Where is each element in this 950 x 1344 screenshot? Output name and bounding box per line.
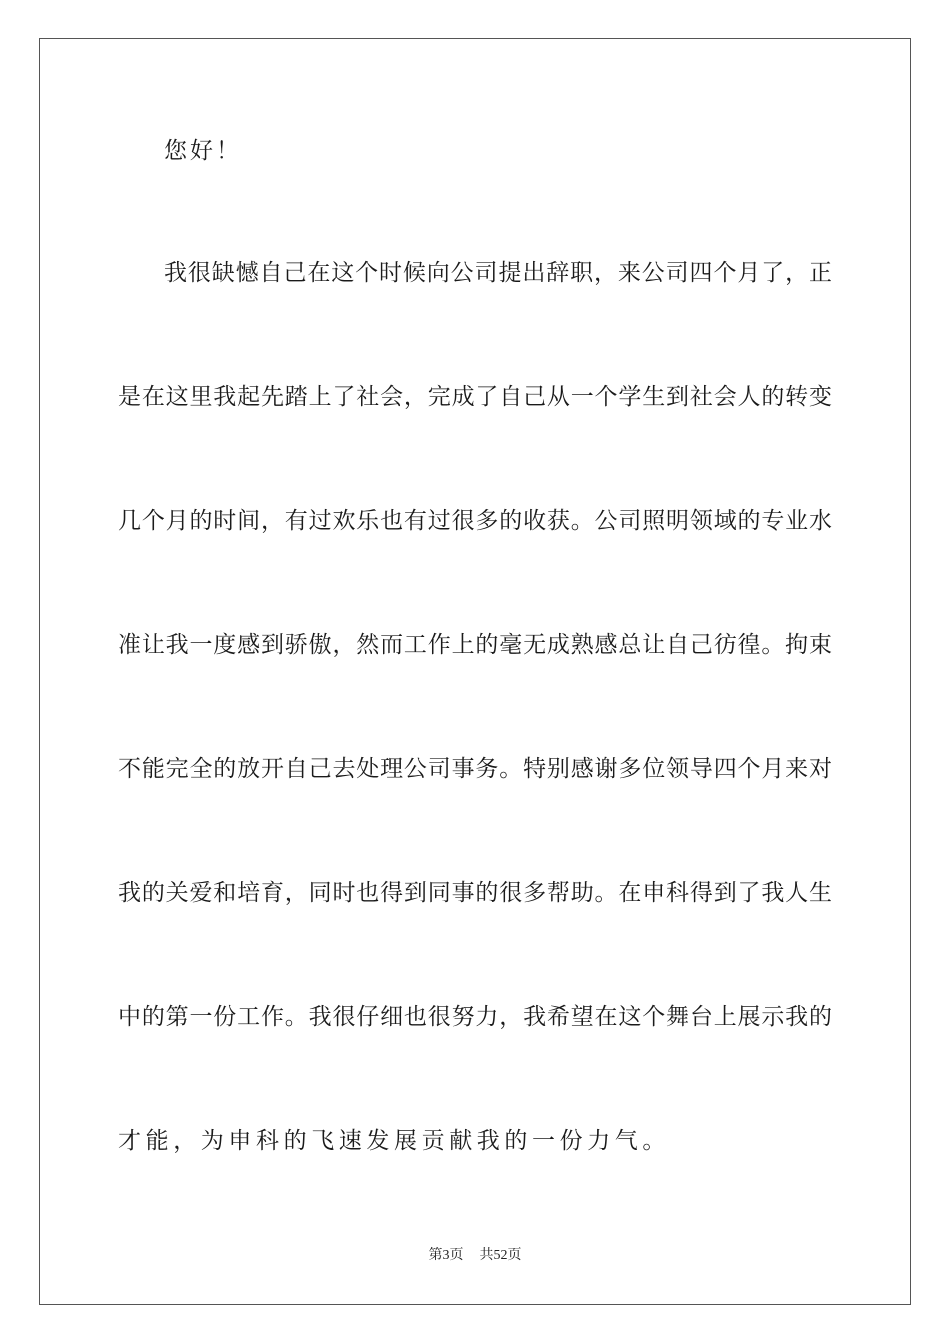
paragraph-line-2: 是在这里我起先踏上了社会，完成了自己从一个学生到社会人的转变 (118, 384, 832, 410)
paragraph-line-7: 中的第一份工作。我很仔细也很努力，我希望在这个舞台上展示我的 (118, 1004, 832, 1030)
page-total: 共52页 (479, 1248, 522, 1263)
paragraph-line-1: 我很缺憾自己在这个时候向公司提出辞职，来公司四个月了，正 (164, 260, 832, 286)
paragraph-line-4: 准让我一度感到骄傲，然而工作上的毫无成熟感总让自己彷徨。拘束 (118, 632, 832, 658)
page-footer (0, 1247, 950, 1265)
paragraph-line-8: 才能，为申科的飞速发展贡献我的一份力气。 (118, 1128, 670, 1154)
page-number: 第3页 (428, 1248, 464, 1263)
salutation: 您好！ (164, 138, 242, 164)
page-border (39, 38, 911, 1305)
paragraph-line-6: 我的关爱和培育，同时也得到同事的很多帮助。在申科得到了我人生 (118, 880, 832, 906)
paragraph-line-3: 几个月的时间，有过欢乐也有过很多的收获。公司照明领域的专业水 (118, 508, 832, 534)
paragraph-line-5: 不能完全的放开自己去处理公司事务。特别感谢多位领导四个月来对 (118, 756, 832, 782)
